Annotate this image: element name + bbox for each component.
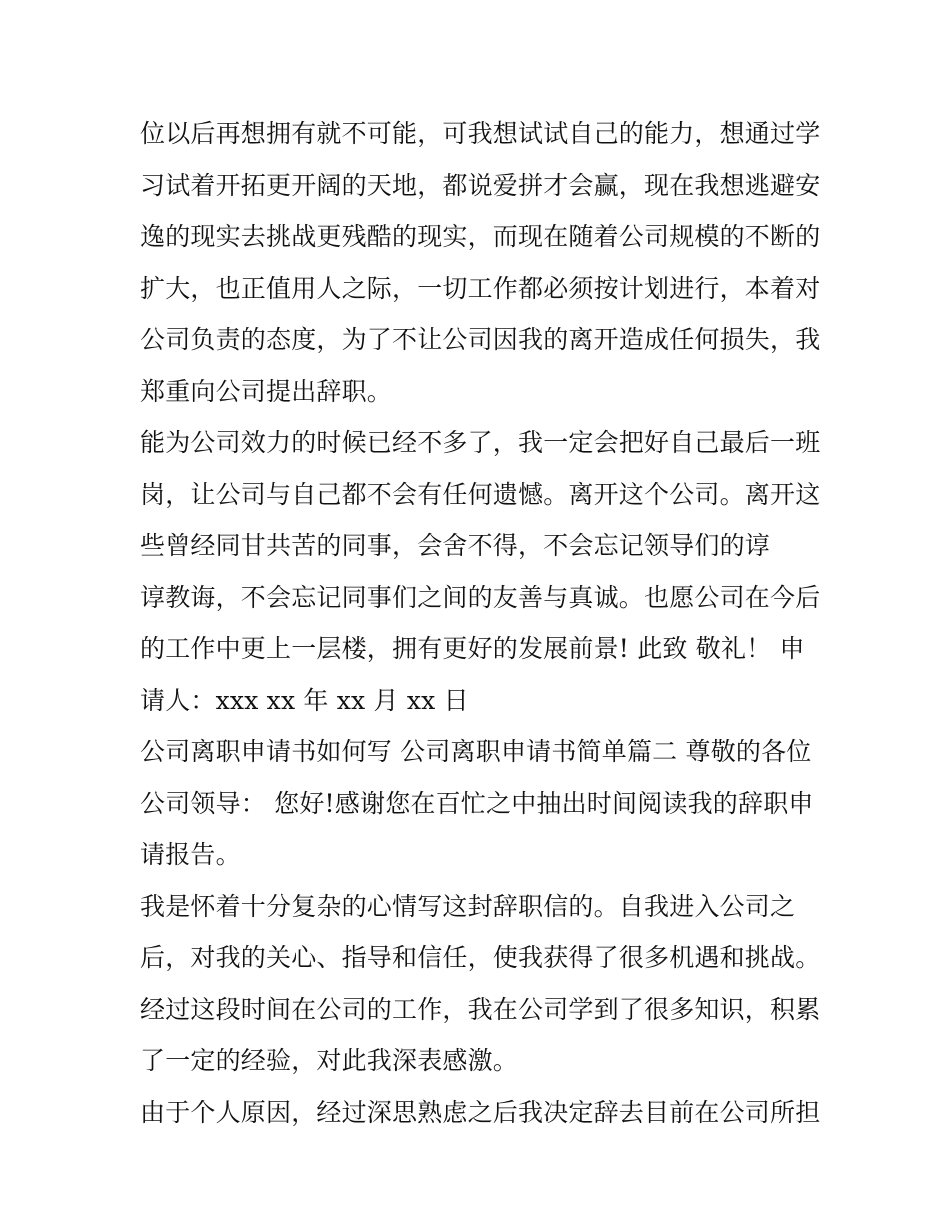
text-line: 公司领导： 您好!感谢您在百忙之中抽出时间阅读我的辞职申 xyxy=(140,788,814,818)
text-line: 位以后再想拥有就不可能，可我想试试自己的能力，想通过学 xyxy=(140,119,821,148)
text-line: 由于个人原因，经过深思熟虑之后我决定辞去目前在公司所担 xyxy=(140,1097,821,1127)
text-line: 我是怀着十分复杂的心情写这封辞职信的。自我进入公司之 xyxy=(140,891,796,921)
text-line: 能为公司效力的时候已经不多了，我一定会把好自己最后一班 xyxy=(140,428,821,457)
text-line: 郑重向公司提出辞职。 xyxy=(140,376,393,406)
text-line: 岗，让公司与自己都不会有任何遗憾。离开这个公司。离开这 xyxy=(140,479,821,509)
text-line: 习试着开拓更开阔的天地，都说爱拼才会赢，现在我想逃避安 xyxy=(140,170,821,200)
text-line: 经过这段时间在公司的工作，我在公司学到了很多知识，积累 xyxy=(140,994,821,1024)
text-line: 扩大，也正值用人之际，一切工作都必须按计划进行，本着对 xyxy=(140,273,821,303)
text-line: 的工作中更上一层楼，拥有更好的发展前景! 此致 敬礼！ 申 xyxy=(140,634,805,663)
body-text xyxy=(140,108,820,1138)
text-line: 请人：xxx xx 年 xx 月 xx 日 xyxy=(140,685,469,715)
text-line: 了一定的经验，对此我深表感激。 xyxy=(140,1046,519,1075)
text-line: 逸的现实去挑战更残酷的现实，而现在随着公司规模的不断的 xyxy=(140,222,821,251)
text-line: 谆教诲，不会忘记同事们之间的友善与真诚。也愿公司在今后 xyxy=(140,582,821,612)
text-line: 请报告。 xyxy=(140,840,241,869)
text-line: 些曾经同甘共苦的同事，会舍不得，不会忘记领导们的谆 xyxy=(140,531,771,560)
text-line: 公司离职申请书如何写 公司离职申请书简单篇二 尊敬的各位 xyxy=(140,737,812,766)
text-line: 后，对我的关心、指导和信任，使我获得了很多机遇和挑战。 xyxy=(140,943,821,972)
text-line: 公司负责的态度，为了不让公司因我的离开造成任何损失，我 xyxy=(140,325,821,354)
